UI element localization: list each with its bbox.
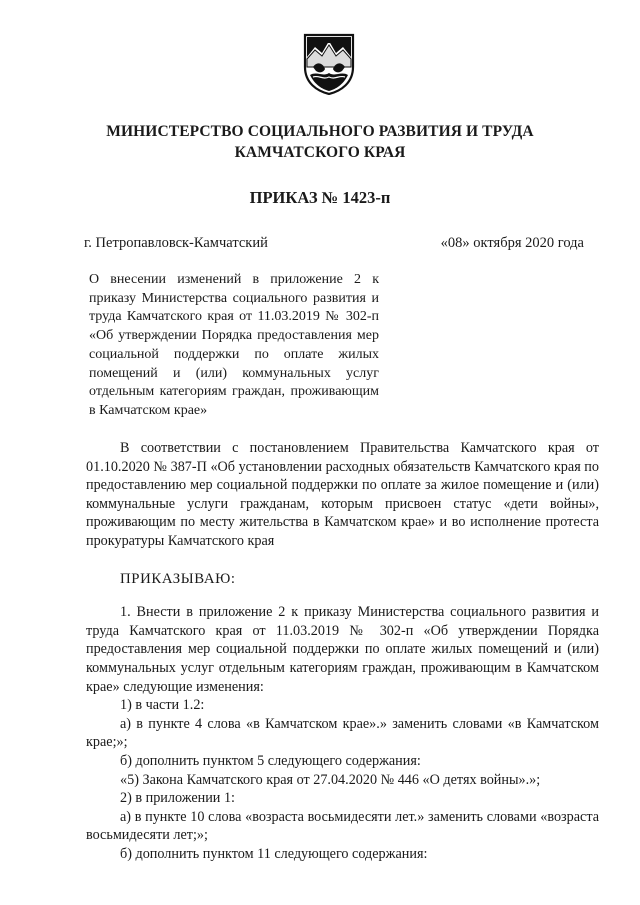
item-paragraph: б) дополнить пунктом 11 следующего содержания: [120, 845, 428, 862]
order-word: ПРИКАЗЫВАЮ: [120, 570, 236, 587]
item-paragraph: а) в пункте 4 слова «в Камчатском крае».» заменить словами «в Камчатском крае;»; [86, 715, 599, 751]
kamchatka-coat-of-arms-icon [303, 33, 355, 95]
item-paragraph: б) дополнить пунктом 5 следующего содержания: [120, 752, 421, 769]
item-paragraph: 2) в приложении 1: [120, 790, 235, 807]
preamble-paragraph: В соответствии с постановлением Правительства Камчатского края от 01.10.2020 № 387-П «Об установлении расходных обязательств Камчатского края по предоставлению мер социальной поддержки по оплате за жилое помещение и (или) коммунальные услуги гражданам, которым присвоен статус «дети войны», проживающим по месту жительства в Камчатском крае» и во исполнение протеста прокуратуры Камчатского края [86, 440, 599, 549]
item-paragraph: 1) в части 1.2: [120, 697, 205, 714]
order-body [86, 439, 599, 863]
city: г. Петропавловск-Камчатский [84, 235, 268, 251]
item-paragraph: а) в пункте 10 слова «возраста восьмидесяти лет.» заменить словами «возраста восьмидесяти лет;»; [86, 808, 599, 844]
item-paragraph: 1. Внести в приложение 2 к приказу Министерства социального развития и труда Камчатского края от 11.03.2019 № 302-п «Об утверждении Порядка предоставления мер социальной поддержки по оплате жилых помещений и (или) коммунальных услуг отдельным категориям граждан, проживающим в Камчатском крае» следующие изменения: [86, 604, 599, 695]
order-subject: О внесении изменений в приложение 2 к приказу Министерства социального развития и труда Камчатского края от 11.03.2019 № 302-п «Об утверждении Порядка предоставления мер социальной поддержки по оплате жилых помещений и (или) коммунальных услуг отдельным категориям граждан, проживающим в Камчатском крае» [89, 272, 379, 418]
ministry-title-line2: КАМЧАТСКОГО КРАЯ [234, 144, 406, 161]
order-title: ПРИКАЗ № 1423-п [249, 188, 391, 207]
ministry-title-line1: МИНИСТЕРСТВО СОЦИАЛЬНОГО РАЗВИТИЯ И ТРУДА [106, 123, 534, 140]
order-date: «08» октября 2020 года [440, 235, 584, 251]
item-paragraph: «5) Закона Камчатского края от 27.04.2020 № 446 «О детях войны».»; [120, 771, 541, 788]
